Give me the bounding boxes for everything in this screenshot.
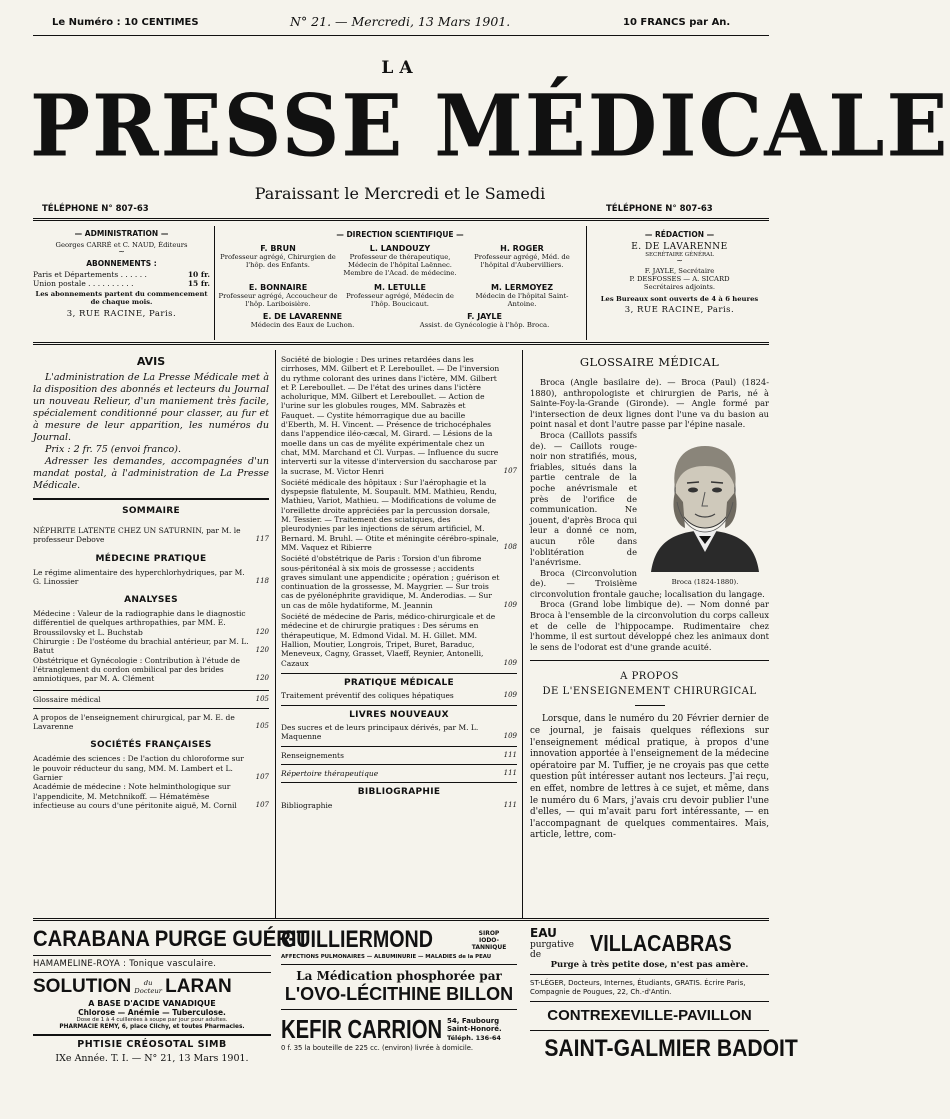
subscription-label: 10 FRANCS par An. (623, 17, 731, 28)
phone-left: TÉLÉPHONE N° 807-63 (42, 204, 149, 214)
admin-address: 3, RUE RACINE, Paris. (66, 309, 177, 320)
ad-contrexeville: CONTREXEVILLE-PAVILLON (547, 1007, 752, 1024)
ads-middle (281, 926, 517, 1112)
avis-heading: AVIS (136, 355, 166, 368)
left-column (33, 355, 269, 915)
toc-biologie[interactable]: Société de biologie : Des urines retardées dans les cirrhoses, MM. Gilbert et P. Lereboullet. — De l'inversion du rythme colorant des urines dans l'ictère, MM. Gilbert et P. Lereboullet. — De l'état des urines dans l'ictère acholurique, MM. Gilbert et Lereboullet. — Action de l'urine sur les globules rouges, MM. Sabrazès et Fauquet. — Cystite hémorragique due au bacille d'Eberth, M. H. Vincent. — Présence de trichocéphales dans l'appendice iléo-cæcal, M. Girard. — Lésions de la moelle dans un cas de myélite expérimentale chez un chat, MM. Marchand et Cl. Vurpas. — Influence du sucre interverti sur la vitesse d'interversion du saccharose par la sucrase, M. Victor Henri 107 (281, 355, 517, 476)
ad-laran: SOLUTION du Docteur LARAN (33, 976, 232, 997)
ads-right (530, 926, 798, 1112)
redaction-adjoints-title: Secrétaires adjoints. (643, 283, 716, 291)
glossaire-p1: Broca (Angle basilaire de). — Broca (Paul) (1824-1880), anthropologiste et chirurgien de Paris, né à Sainte-Foy-la-Grande (Gironde). — Angle formé par l'intersection de deux lignes dont l'une va du basion au point nasal et dont l'autre passe par l'épine nasale. (530, 377, 769, 430)
toc-pratique[interactable]: Le régime alimentaire des hyperchlorhydriques, par M. G. Linossier 118 (33, 567, 269, 586)
ad-laran-l2: A BASE D'ACIDE VANADIQUE (88, 999, 216, 1008)
masthead-rule (33, 218, 769, 221)
pratique-medicale-heading: PRATIQUE MÉDICALE (344, 677, 454, 688)
livres-heading: LIVRES NOUVEAUX (349, 710, 449, 721)
admin-heading: — ADMINISTRATION — (74, 229, 169, 238)
toc-analyse-medecine[interactable]: Médecine : Valeur de la radiographie dans le diagnostic différentiel de quelques arthropathies, par MM. E. Broussilovsky et L. Buchstab 120 (33, 609, 269, 637)
toc-medecine-paris[interactable]: Société de médecine de Paris, médico-chirurgicale et de médecine et de chirurgie pratiques : Des sérums en thérapeutique, M. Edmond Vidal. M. H. Gillet. MM. Hallion, Moutier, Longrois, Tripet, Buret, Baraduc, Meneveux, Cagny, Grasset, Vlaeff, Reynier, Antonelli, Cazaux 109 (281, 612, 517, 668)
bibliographie-heading: BIBLIOGRAPHIE (357, 787, 441, 798)
ad-laran-l3: Chlorose — Anémie — Tuberculose. (78, 1008, 226, 1017)
director-lavarenne: E. DE LAVARENNE Médecin des Eaux de Luchon. (250, 312, 355, 329)
ad-kefir: KEFIR CARRION 54, Faubourg Saint-Honoré. Téléph. 136-64 (281, 1014, 502, 1044)
portrait-caption: Broca (1824-1880). (671, 577, 739, 586)
abo-line-paris: Paris et Départements . . . . . . 10 fr. (33, 270, 210, 279)
masthead-title: PRESSE MÉDICALE (30, 76, 950, 176)
toc-academie-medecine[interactable]: Académie de médecine : Note helminthologique sur l'appendicite, M. Metchnikoff. — Hématémèse infectieuse au cours d'une péritonite aiguë, M. Cornil 107 (33, 782, 269, 810)
phone-right: TÉLÉPHONE N° 807-63 (606, 204, 713, 214)
ads-top-rule (33, 918, 769, 921)
direction-box (218, 230, 582, 329)
top-rule (33, 35, 769, 36)
masthead-tagline: Paraissant le Mercredi et le Samedi (254, 184, 546, 203)
toc-livres[interactable]: Des sucres et de leurs principaux dérivés, par M. L. Maquenne 109 (281, 723, 517, 742)
ad-st-leger: ST-LÉGER, Docteurs, Internes, Étudiants, GRATIS. Écrire Paris, Compagnie de Pougues, 22, Ch.-d'Antin. (530, 979, 746, 996)
societes-heading: SOCIÉTÉS FRANÇAISES (90, 740, 212, 751)
glossaire-p3: Broca (Circonvolution de). — Troisième circonvolution frontale gauche; localisation du langage. (530, 567, 765, 599)
analyses-heading: ANALYSES (124, 595, 178, 606)
toc-repertoire[interactable]: Répertoire thérapeutique 111 (281, 768, 517, 778)
toc-apropos[interactable]: A propos de l'enseignement chirurgical, par M. E. de Lavarenne 105 (33, 712, 269, 732)
glossaire-p4: Broca (Grand lobe limbique de). — Nom donné par Broca à l'ensemble de la circonvolution du corps calleux et de celle de l'hippocampe. Rudimentaire chez l'homme, il est surtout développé chez les animaux dont le sens de l'odorat est d'une grande acuité. (530, 599, 769, 652)
admin-editors: Georges CARRÉ et C. NAUD, Éditeurs (55, 241, 188, 249)
director-jayle: F. JAYLE Assist. de Gynécologie à l'hôp. Broca. (419, 312, 550, 329)
price-label: Le Numéro : 10 CENTIMES (52, 17, 199, 28)
ad-laran-l5: PHARMACIE REMY, 6, place Clichy, et toutes Pharmacies. (59, 1024, 245, 1030)
director-brun: F. BRUN Professeur agrégé, Chirurgien de l'hôp. des Enfants. (220, 244, 336, 269)
toc-analyse-obstetrique[interactable]: Obstétrique et Gynécologie : Contribution à l'étude de l'étranglement du cordon ombilical par des brides amniotiques, par M. A. Clément 120 (33, 655, 269, 684)
ad-villacabras-sub: Purge à très petite dose, n'est pas amère. (550, 960, 749, 970)
header-bottom-rule (33, 342, 769, 345)
redaction-adjoints: P. DESFOSSES — A. SICARD (629, 275, 730, 283)
ad-laran-l4: Dose de 1 à 4 cuillerées à soupe par jour pour adultes. (76, 1017, 228, 1023)
apropos-heading-2: DE L'ENSEIGNEMENT CHIRURGICAL (542, 686, 757, 698)
redaction-secretary: F. JAYLE, Secrétaire (644, 267, 715, 275)
redaction-hours: Les Bureaux sont ouverts de 4 à 6 heures (600, 295, 759, 303)
ad-guilliermond-sub: AFFECTIONS PULMONAIRES — ALBUMINURIE — MALADIES de la PEAU (281, 954, 492, 960)
apropos-heading-1: A PROPOS (620, 671, 679, 683)
director-landouzy: L. LANDOUZY Professeur de thérapeutique, Médecin de l'hôpital Laënnec. Membre de l'Acad. de médecine. (343, 244, 457, 277)
issue-label: N° 21. — Mercredi, 13 Mars 1901. (290, 14, 511, 29)
redaction-box: — RÉDACTION — E. DE LAVARENNE SECRÉTAIRE GÉNÉRAL ~ F. JAYLE, Secrétaire P. DESFOSSES — A. SICARD Secrétaires adjoints. Les Bureaux sont ouverts de 4 à 6 heures 3, RUE RACINE, Paris. (590, 230, 769, 315)
middle-column (281, 355, 517, 915)
redaction-chief: E. DE LAVARENNE (631, 242, 728, 252)
director-roger: H. ROGER Professeur agrégé, Méd. de l'hôpital d'Aubervilliers. (474, 244, 570, 269)
column-divider-1 (275, 350, 276, 918)
ad-phtisie: PHTISIE CRÉOSOTAL SIMB (77, 1039, 227, 1050)
toc-bibliographie[interactable]: Bibliographie 111 (281, 801, 517, 811)
ad-carabana: CARABANA PURGE GUÉRIT (33, 926, 309, 951)
footer-issue: IXe Année. T. I. — N° 21, 13 Mars 1901. (55, 1053, 249, 1064)
redaction-chief-title: SECRÉTAIRE GÉNÉRAL (645, 252, 714, 258)
column-divider-2 (522, 350, 523, 918)
ads-left (33, 926, 309, 1112)
header-divider-2 (586, 226, 587, 340)
redaction-address: 3, RUE RACINE, Paris. (624, 305, 735, 315)
ad-ovo-lecithine: L'OVO-LÉCITHINE BILLON (284, 984, 514, 1004)
apropos-text: Lorsque, dans le numéro du 20 Février dernier de ce journal, je faisais quelques réflexions sur l'enseignement médical pratique, à propos d'une innovation apportée à l'enseignement de la médecine opératoire par M. Tuffier, je ne croyais pas que cette question pût intéresser autant nos lecteurs. J'ai reçu, en effet, nombre de lettres à ce sujet, et même, dans le numéro du 6 Mars, j'avais cru devoir publier l'une d'elles, — qui m'avait paru fort intéressante, — en l'accompagnant de quelques commentaires. Mais, article, lettre, com- (530, 714, 769, 841)
right-column (530, 355, 769, 915)
avis-request: Adresser les demandes, accompagnées d'un mandat postal, à l'administration de La Presse Médicale. (33, 456, 269, 491)
toc-academie-sciences[interactable]: Académie des sciences : De l'action du chloroforme sur le pouvoir réducteur du sang, MM. M. Lambert et L. Garnier 107 (33, 754, 269, 783)
ad-hamameline: HAMAMELINE-ROYA : Tonique vasculaire. (33, 959, 217, 969)
header-divider-1 (214, 226, 215, 340)
toc-glossaire[interactable]: Glossaire médical 105 (33, 694, 269, 704)
glossaire-heading: GLOSSAIRE MÉDICAL (579, 355, 720, 369)
broca-portrait-icon (641, 432, 769, 572)
toc-lead[interactable]: NÉPHRITE LATENTE CHEZ UN SATURNIN, par M. le professeur Debove 117 (33, 526, 269, 545)
sommaire-heading: SOMMAIRE (122, 506, 180, 516)
ad-kefir-sub: 0 f. 35 la bouteille de 225 cc. (environ) livrée à domicile. (281, 1044, 474, 1052)
avis-price: Prix : 2 fr. 75 (envoi franco). (45, 444, 181, 455)
direction-heading: — DIRECTION SCIENTIFIQUE — (336, 230, 464, 239)
medecine-pratique-heading: MÉDECINE PRATIQUE (95, 553, 207, 564)
ad-badoit: SAINT-GALMIER BADOIT (544, 1035, 798, 1062)
redaction-heading: — RÉDACTION — (644, 230, 715, 239)
toc-hopitaux[interactable]: Société médicale des hôpitaux : Sur l'aérophagie et la dyspepsie flatulente, M. Soupault. MM. Mathieu, Rendu, Mathieu, Variot, Mathieu. — Modifications de volume de l'oreillette droite appréciées par la percussion dorsale, M. Tessier. — Traitement des sciatiques, des pleurodynies par les injections de sérum artificiel, M. Bernard. M. Bruhl. — Otite et méningite cérébro-spinale, MM. Vaquez et Ribierre 108 (281, 477, 517, 552)
toc-analyse-chirurgie[interactable]: Chirurgie : De l'ostéome du brachial antérieur, par M. L. Batut 120 (33, 637, 269, 656)
toc-coliques[interactable]: Traitement préventif des coliques hépatiques 109 (281, 690, 517, 700)
abo-heading: ABONNEMENTS : (86, 259, 157, 268)
abo-note: Les abonnements partent du commencement de chaque mois. (35, 290, 208, 307)
toc-renseignements[interactable]: Renseignements 111 (281, 750, 517, 760)
ad-villacabras: EAU purgative de VILLACABRAS (530, 926, 732, 960)
avis-text: L'administration de La Presse Médicale met à la disposition des abonnés et lecteurs du Journal un nouveau Relieur, d'un maniement très facile, spécialement conditionné pour classer, au fur et à mesure de leur apparition, les numéros du Journal. (33, 372, 269, 443)
ad-guilliermond: GUILLIERMOND SIROP IODO-TANNIQUE (281, 926, 507, 953)
glossaire-p2: Broca (Caillots passifs de). — Caillots rouge-noir non stratifiés, mous, friables, situés dans la partie centrale de la poche anévrismale et près de l'orifice de communication. Ne jouent, d'après Broca qui leur a donné ce nom, aucun rôle dans l'oblitération de l'anévrisme. (530, 429, 637, 568)
toc-obstetrique[interactable]: Société d'obstétrique de Paris : Torsion d'un fibrome sous-péritonéal à six mois de grossesse ; accidents graves simulant une appendicite ; opération ; guérison et continuation de la grossesse, M. Maygrier. — Sur trois cas de pyélonéphrite gravidique, M. Anderodias. — Sur un cas de môle hydatiforme, M. Jeannin 109 (281, 554, 517, 610)
administration-box: — ADMINISTRATION — Georges CARRÉ et C. NAUD, Éditeurs ~ ABONNEMENTS : Paris et Départements . . . . . . 10 fr. Union postale . . . . . . . . . . 15 fr. Les abonnements partent du commencement de chaque mois. 3, RUE RACINE, Paris. (33, 229, 210, 320)
abo-line-union: Union postale . . . . . . . . . . 15 fr. (33, 279, 210, 289)
director-letulle: M. LETULLE Professeur agrégé, Médecin de l'hôp. Boucicaut. (346, 283, 454, 308)
director-bonnaire: E. BONNAIRE Professeur agrégé, Accoucheur de l'hôp. Lariboisière. (218, 283, 338, 308)
masthead-la: LA (381, 58, 419, 78)
ad-medication: La Médication phosphorée par (296, 969, 502, 983)
broca-portrait (641, 432, 769, 584)
director-lermoyez: M. LERMOYEZ Médecin de l'hôpital Saint-Antoine. (475, 283, 569, 308)
